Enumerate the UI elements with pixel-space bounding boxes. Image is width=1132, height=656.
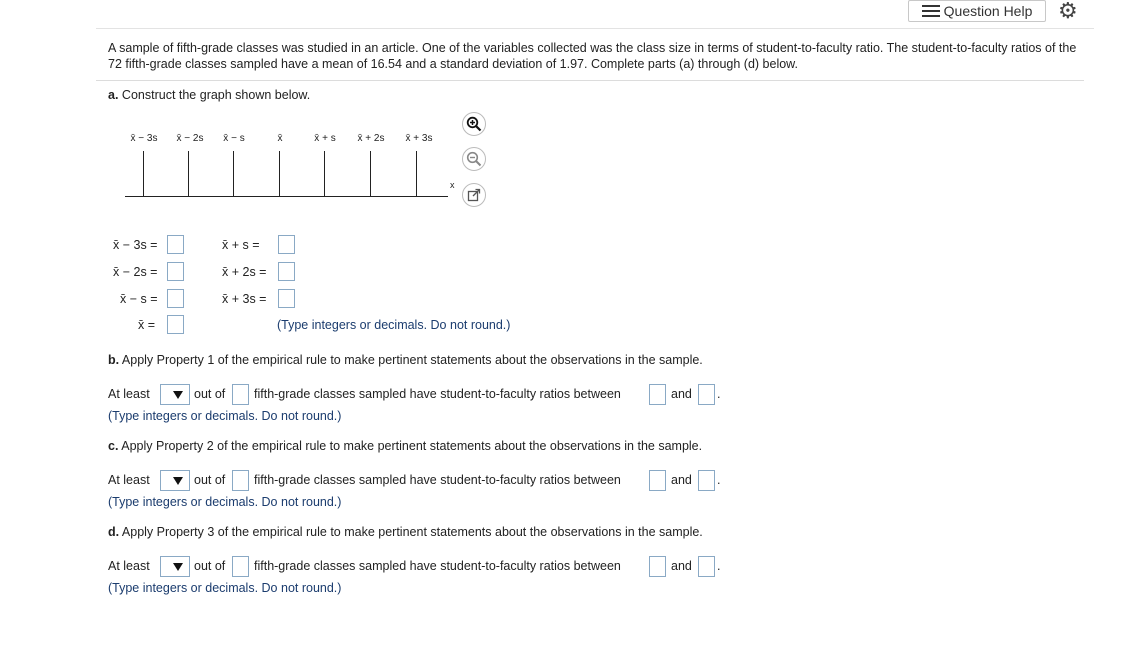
part-d-hint: (Type integers or decimals. Do not round.) — [108, 581, 342, 595]
popout-button[interactable] — [462, 183, 486, 207]
tick-line-minus-s — [233, 151, 234, 196]
zoom-in-icon — [466, 116, 482, 132]
part-d-text: Apply Property 3 of the empirical rule to make pertinent statements about the observations in the sample. — [121, 525, 703, 539]
part-d-upper-input[interactable] — [698, 556, 715, 577]
question-help-label: Question Help — [943, 3, 1033, 19]
part-b-count-input[interactable] — [232, 384, 249, 405]
tick-label-plus-2s: x̄ + 2s — [357, 133, 385, 144]
input-mean-plus-s[interactable] — [278, 235, 295, 254]
label-mean-plus-2s: x̄ + 2s = — [222, 265, 267, 279]
tick-label-mean: x̄ — [277, 133, 283, 144]
zoom-out-button[interactable] — [462, 147, 486, 171]
tick-line-mean — [279, 151, 280, 196]
label-mean-minus-2s: x̄ − 2s = — [113, 265, 158, 279]
statement-text: fifth-grade classes sampled have student-to-faculty ratios between — [254, 387, 621, 401]
input-mean-minus-2s[interactable] — [167, 262, 184, 281]
part-b-text: Apply Property 1 of the empirical rule to make pertinent statements about the observations in the sample. — [121, 353, 703, 367]
tick-label-plus-3s: x̄ + 3s — [405, 133, 433, 144]
tick-label-minus-2s: x̄ − 2s — [176, 133, 204, 144]
part-c-hint: (Type integers or decimals. Do not round.) — [108, 495, 342, 509]
statement-text: fifth-grade classes sampled have student-to-faculty ratios between — [254, 559, 621, 573]
label-mean-plus-3s: x̄ + 3s = — [222, 292, 267, 306]
divider — [96, 80, 1084, 81]
tick-line-plus-s — [324, 151, 325, 196]
input-mean-minus-s[interactable] — [167, 289, 184, 308]
and-label: and — [671, 387, 692, 401]
part-d-lower-input[interactable] — [649, 556, 666, 577]
at-least-label: At least — [108, 387, 150, 401]
input-mean-plus-2s[interactable] — [278, 262, 295, 281]
dropdown-arrow-icon — [173, 477, 183, 485]
part-d-letter: d. — [108, 525, 120, 539]
tick-line-minus-3s — [143, 151, 144, 196]
at-least-label: At least — [108, 473, 150, 487]
tick-line-plus-2s — [370, 151, 371, 196]
and-label: and — [671, 559, 692, 573]
part-a-letter: a. — [108, 88, 119, 102]
tick-label-plus-s: x̄ + s — [314, 133, 336, 144]
x-axis — [125, 196, 448, 197]
part-c-lower-input[interactable] — [649, 470, 666, 491]
empirical-rule-graph — [108, 120, 508, 210]
part-c-upper-input[interactable] — [698, 470, 715, 491]
period-label: . — [717, 559, 721, 573]
input-mean[interactable] — [167, 315, 184, 334]
part-b-lower-input[interactable] — [649, 384, 666, 405]
part-b-hint: (Type integers or decimals. Do not round.) — [108, 409, 342, 423]
tick-line-minus-2s — [188, 151, 189, 196]
part-c-count-input[interactable] — [232, 470, 249, 491]
tick-line-plus-3s — [416, 151, 417, 196]
x-axis-label: x — [450, 180, 455, 190]
part-a-hint: (Type integers or decimals. Do not round.) — [277, 318, 511, 332]
label-mean-plus-s: x̄ + s = — [222, 238, 260, 252]
tick-label-minus-s: x̄ − s — [223, 133, 245, 144]
out-of-label: out of — [194, 473, 226, 487]
part-c-heading — [108, 439, 702, 453]
question-help-button[interactable] — [908, 0, 1046, 22]
label-mean-minus-3s: x̄ − 3s = — [113, 238, 158, 252]
period-label: . — [717, 387, 721, 401]
zoom-in-button[interactable] — [462, 112, 486, 136]
tick-label-minus-3s: x̄ − 3s — [130, 133, 158, 144]
part-d-percent-dropdown[interactable] — [160, 556, 190, 577]
and-label: and — [671, 473, 692, 487]
input-mean-minus-3s[interactable] — [167, 235, 184, 254]
at-least-label: At least — [108, 559, 150, 573]
zoom-out-icon — [466, 151, 482, 167]
part-d-heading — [108, 525, 703, 539]
part-b-heading — [108, 353, 703, 367]
out-of-label: out of — [194, 387, 226, 401]
statement-text: fifth-grade classes sampled have student-to-faculty ratios between — [254, 473, 621, 487]
part-d-count-input[interactable] — [232, 556, 249, 577]
part-b-letter: b. — [108, 353, 120, 367]
label-mean: x̄ = — [138, 318, 156, 332]
list-icon — [922, 5, 940, 18]
dropdown-arrow-icon — [173, 563, 183, 571]
question-intro: A sample of fifth-grade classes was studied in an article. One of the variables collected was the class size in terms of student-to-faculty ratio. The student-to-faculty ratios of the 72 fifth-grade classes sampled have a mean of 16.54 and a standard deviation of 1.97. Complete parts (a) through (d) below. — [108, 41, 1077, 71]
part-b-percent-dropdown[interactable] — [160, 384, 190, 405]
part-c-text: Apply Property 2 of the empirical rule to make pertinent statements about the observations in the sample. — [121, 439, 703, 453]
part-a-heading — [108, 88, 310, 102]
gear-icon[interactable]: ⚙ — [1058, 0, 1078, 23]
part-c-percent-dropdown[interactable] — [160, 470, 190, 491]
popout-icon — [467, 188, 481, 202]
part-a-text: Construct the graph shown below. — [121, 88, 311, 102]
input-mean-plus-3s[interactable] — [278, 289, 295, 308]
part-b-upper-input[interactable] — [698, 384, 715, 405]
part-c-letter: c. — [108, 439, 119, 453]
dropdown-arrow-icon — [173, 391, 183, 399]
out-of-label: out of — [194, 559, 226, 573]
period-label: . — [717, 473, 721, 487]
label-mean-minus-s: x̄ − s = — [120, 292, 158, 306]
